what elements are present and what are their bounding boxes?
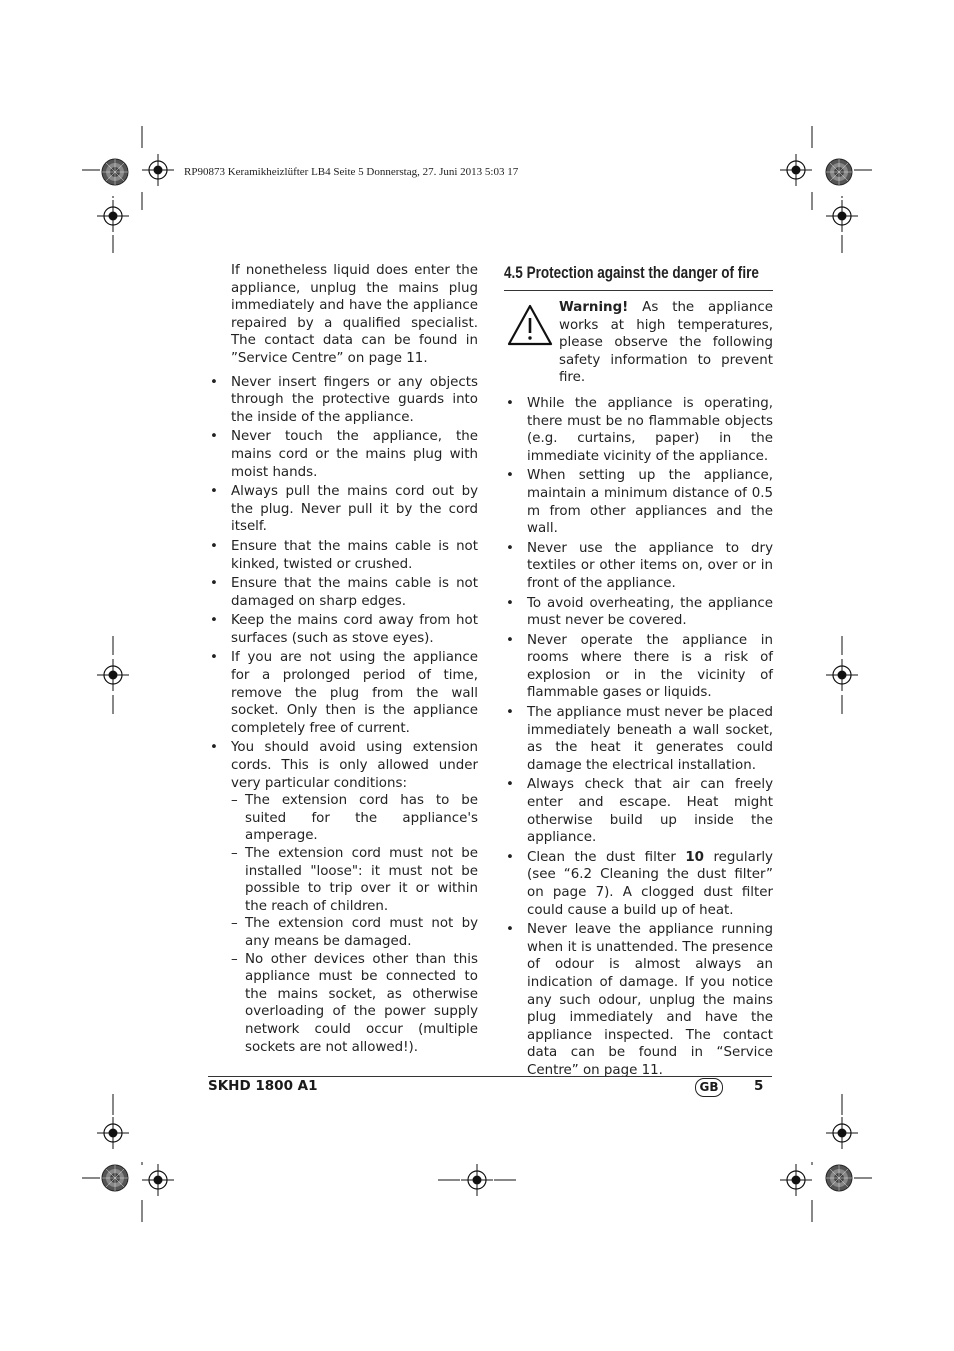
print-header: RP90873 Keramikheizlüfter LB4 Seite 5 Donnerstag, 27. Juni 2013 5:03 17 [184,166,519,178]
list-item: • Never leave the appliance running when it is unattended. The presence of odour is almost always an indication of damage. If you notice any such odour, unplug the mains plug immediately and have the appliance inspected. The contact data can be found in “Service Centre” on page 11. [506,922,773,1078]
list-item: • Clean the dust filter 10 regularly (see “6.2 Cleaning the dust filter” on page 7). A clogged dust filter could cause a build up of heat. [506,849,773,918]
list-item: • Never use the appliance to dry textiles or other items on, over or in front of the appliance. [506,540,773,591]
part-number: 10 [685,849,704,865]
warning-triangle-icon [506,303,554,347]
intro-paragraph: If nonetheless liquid does enter the appliance, unplug the mains plug immediately and have the appliance repaired by a qualified specialist. The contact data can be found in ”Service Centre” on page 11. [231,263,478,366]
list-item: • The appliance must never be placed immediately beneath a wall socket, as the heat it generates could damage the electrical installation. [506,705,773,773]
sub-list-item: – The extension cord has to be suited for the appliance's amperage. [231,793,478,844]
sub-list-item: – No other devices other than this appliance must be connected to the mains socket, as otherwise overloading of the power supply network could occur (multiple sockets are not allowed!). [231,951,478,1055]
list-item: • While the appliance is operating, there must be no flammable objects (e.g. curtains, paper) in the immediate vicinity of the appliance. [506,395,773,464]
fire-safety-list [504,395,773,1080]
list-item: • Ensure that the mains cable is not kinked, twisted or crushed. [210,538,478,572]
footer-divider [208,1076,772,1077]
list-item: • If you are not using the appliance for a prolonged period of time, remove the plug from the wall socket. Only then is the appliance completely free of current. [210,650,478,736]
left-column [208,262,478,1058]
title-divider [504,290,773,291]
warning-box [504,299,773,387]
list-item: • Ensure that the mains cable is not damaged on sharp edges. [210,576,478,609]
list-item: • Keep the mains cord away from hot surfaces (such as stove eyes). [210,613,478,646]
safety-list-left [208,374,478,1057]
sub-list-item: – The extension cord must not by any means be damaged. [231,916,478,949]
page-number: 5 [754,1078,764,1094]
list-item: • Always check that air can freely enter and escape. Heat might otherwise build up inside the appliance. [506,777,773,846]
list-item: • When setting up the appliance, maintain a minimum distance of 0.5 m from other appliances and the wall. [506,468,773,537]
list-item: • You should avoid using extension cords. This is only allowed under very particular conditions: – The extension cord has to be suited for the appliance's amperage. – The extension cord must not be installed "loose": it must not be possible to trip over it or within the reach of children. – The extension cord must not by any means be damaged. – No other devices other than this appliance must be connected to the mains socket, as otherwise overloading of the power supply network could occur (multiple sockets are not allowed!). [210,740,478,1055]
list-item: • Never operate the appliance in rooms where there is a risk of explosion or in the vicinity of flammable gases or liquids. [506,632,773,701]
warning-text: As the appliance works at high temperatures, please observe the following safety information to prevent fire. [559,300,773,386]
list-item: • Never touch the appliance, the mains cord or the mains plug with moist hands. [210,429,478,480]
list-item: • To avoid overheating, the appliance must never be covered. [506,595,773,629]
sub-list-item: – The extension cord must not be installed "loose": it must not be possible to trip over it or within the reach of children. [231,846,478,914]
list-item: • Always pull the mains cord out by the plug. Never pull it by the cord itself. [210,484,478,535]
right-column [504,262,773,1082]
model-number: SKHD 1800 A1 [208,1078,318,1094]
section-title: 4.5 Protection against the danger of fire [504,264,759,282]
warning-label: Warning! [559,300,629,315]
list-item: • Never insert fingers or any objects through the protective guards into the inside of the appliance. [210,374,478,425]
extension-cord-conditions [231,792,478,1056]
language-badge: GB [695,1078,723,1097]
